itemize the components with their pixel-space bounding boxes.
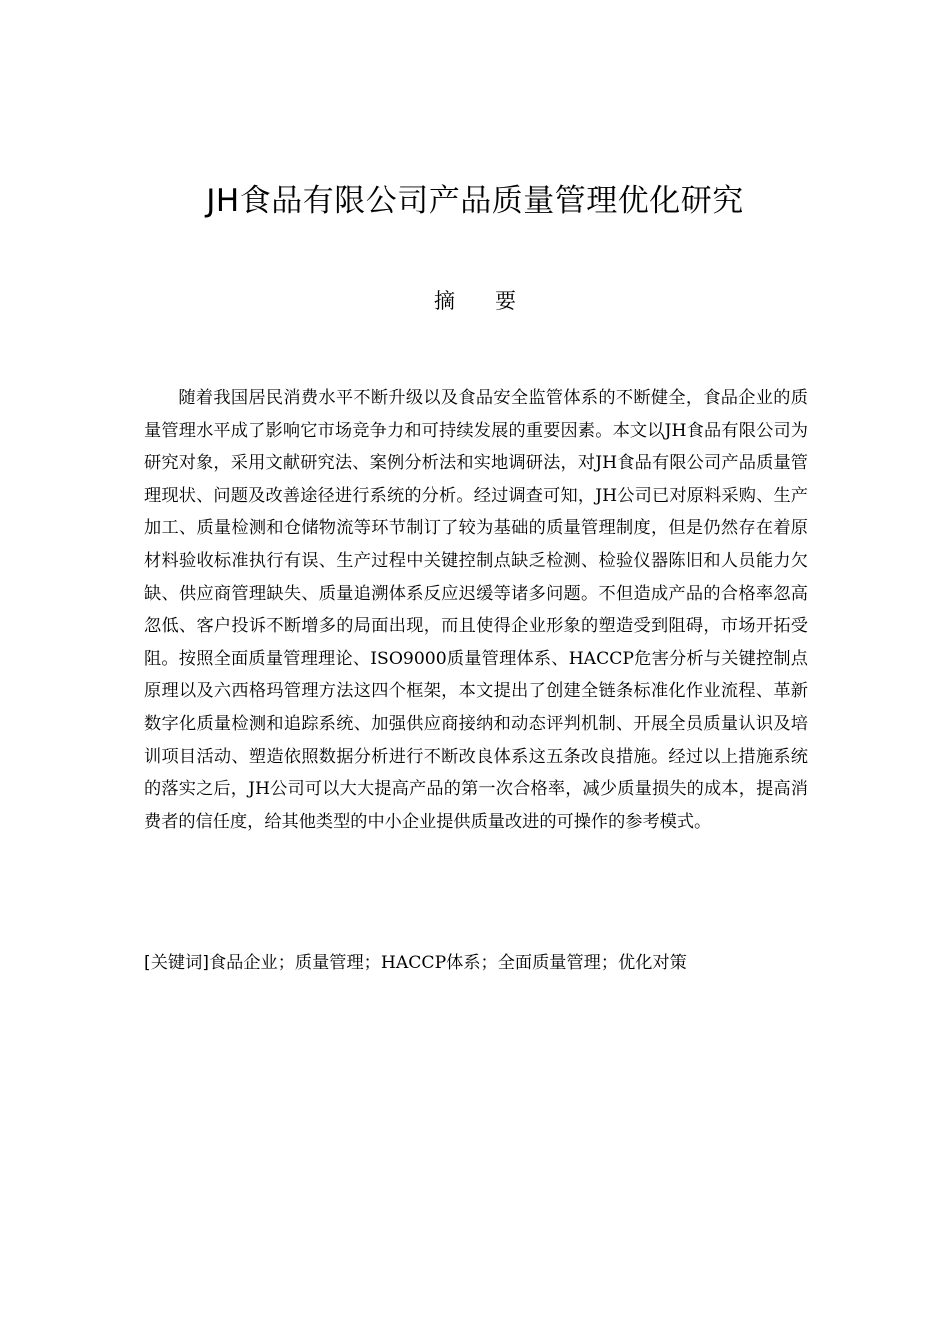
abstract-body: 随着我国居民消费水平不断升级以及食品安全监管体系的不断健全，食品企业的质量管理水平成了影响它市场竞争力和可持续发展的重要因素。本文以JH食品有限公司为研究对象，采用文献研究法、案例分析法和实地调研法，对JH食品有限公司产品质量管理现状、问题及改善途径进行系统的分析。经过调查可知，JH公司已对原料采购、生产加工、质量检测和仓储物流等环节制订了较为基础的质量管理制度，但是仍然存在着原材料验收标准执行有误、生产过程中关键控制点缺乏检测、检验仪器陈旧和人员能力欠缺、供应商管理缺失、质量追溯体系反应迟缓等诸多问题。不但造成产品的合格率忽高忽低、客户投诉不断增多的局面出现，而且使得企业形象的塑造受到阻碍，市场开拓受阻。按照全面质量管理理论、ISO9000质量管理体系、HACCP危害分析与关键控制点原理以及六西格玛管理方法这四个框架，本文提出了创建全链条标准化作业流程、革新数字化质量检测和追踪系统、加强供应商接纳和动态评判机制、开展全员质量认识及培训项目活动、塑造依照数据分析进行不断改良体系这五条改良措施。经过以上措施系统的落实之后，JH公司可以大大提高产品的第一次合格率，减少质量损失的成本，提高消费者的信任度，给其他类型的中小企业提供质量改进的可操作的参考模式。 [144,388,808,832]
keywords-label: [关键词] [144,953,209,973]
keywords-text: 食品企业；质量管理；HACCP体系；全面质量管理；优化对策 [208,953,687,973]
keywords-line [144,947,808,979]
paper-title: JH食品有限公司产品质量管理优化研究 [206,183,744,219]
abstract-heading: 摘要 [434,289,556,313]
